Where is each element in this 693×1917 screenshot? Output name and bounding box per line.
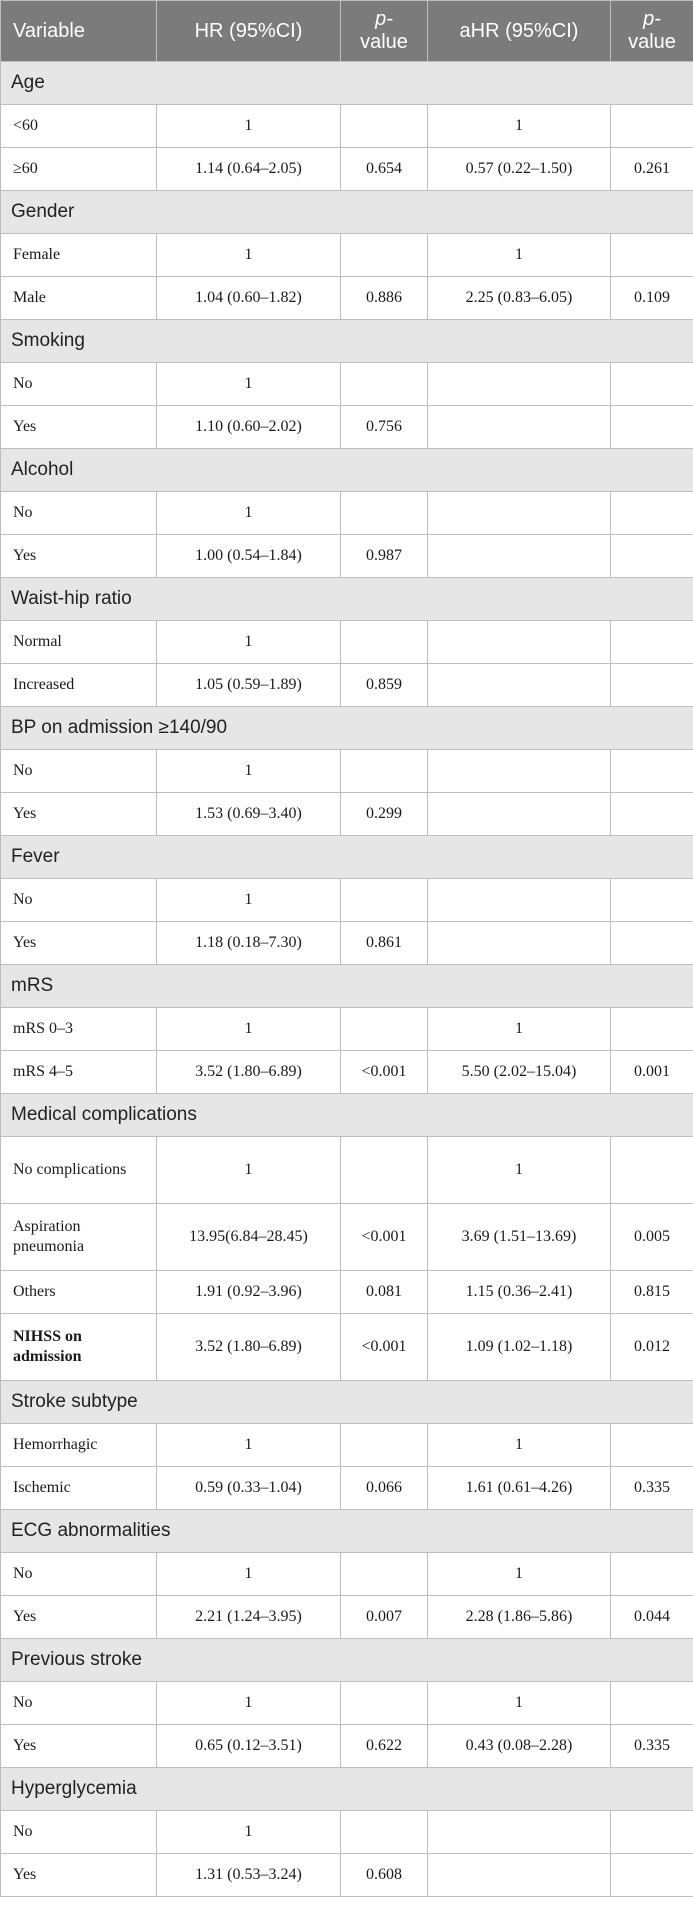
p-value-cell: 0.081 <box>341 1271 428 1314</box>
ahr-cell: 1 <box>428 1424 611 1467</box>
p-value-cell <box>341 1008 428 1051</box>
table-row <box>1 105 693 148</box>
p-value-cell <box>341 234 428 277</box>
ahr-cell: 1.09 (1.02–1.18) <box>428 1314 611 1381</box>
p-value-cell <box>341 492 428 535</box>
table-row <box>1 664 693 707</box>
row-label: Yes <box>1 1725 157 1768</box>
table-row <box>1 148 693 191</box>
hr-cell: 1.04 (0.60–1.82) <box>157 277 341 320</box>
p-value-cell: 0.007 <box>341 1596 428 1639</box>
section-title: Smoking <box>1 320 693 363</box>
table-row <box>1 750 693 793</box>
ahr-cell <box>428 879 611 922</box>
adjusted-p-value-cell <box>611 879 693 922</box>
header-variable: Variable <box>1 1 157 62</box>
hr-cell: 1.31 (0.53–3.24) <box>157 1854 341 1897</box>
ahr-cell: 1 <box>428 105 611 148</box>
section-row <box>1 62 693 105</box>
hr-cell: 1 <box>157 234 341 277</box>
ahr-cell: 1 <box>428 1137 611 1204</box>
ahr-cell: 2.28 (1.86–5.86) <box>428 1596 611 1639</box>
section-row <box>1 836 693 879</box>
adjusted-p-value-cell <box>611 406 693 449</box>
row-label: No <box>1 492 157 535</box>
table-row <box>1 363 693 406</box>
ahr-cell: 1 <box>428 1008 611 1051</box>
adjusted-p-value-cell <box>611 234 693 277</box>
table-row <box>1 492 693 535</box>
adjusted-p-value-cell: 0.335 <box>611 1467 693 1510</box>
table-row <box>1 1204 693 1271</box>
p-value-cell <box>341 1424 428 1467</box>
hr-cell: 1.91 (0.92–3.96) <box>157 1271 341 1314</box>
hr-cell: 1.00 (0.54–1.84) <box>157 535 341 578</box>
hr-cell: 1 <box>157 1424 341 1467</box>
p-value-cell <box>341 1137 428 1204</box>
ahr-cell: 2.25 (0.83–6.05) <box>428 277 611 320</box>
section-title: Age <box>1 62 693 105</box>
row-label: No <box>1 363 157 406</box>
hr-cell: 1 <box>157 1008 341 1051</box>
p-value-cell <box>341 750 428 793</box>
ahr-cell: 1.15 (0.36–2.41) <box>428 1271 611 1314</box>
p-value-cell <box>341 879 428 922</box>
ahr-cell <box>428 922 611 965</box>
row-label: Ischemic <box>1 1467 157 1510</box>
adjusted-p-value-cell <box>611 1424 693 1467</box>
adjusted-p-value-cell: 0.815 <box>611 1271 693 1314</box>
adjusted-p-value-cell <box>611 1854 693 1897</box>
adjusted-p-value-cell <box>611 1811 693 1854</box>
table-row <box>1 406 693 449</box>
row-label: Yes <box>1 1596 157 1639</box>
ahr-cell: 1 <box>428 1553 611 1596</box>
adjusted-p-value-cell: 0.001 <box>611 1051 693 1094</box>
table-row <box>1 621 693 664</box>
adjusted-p-value-cell <box>611 105 693 148</box>
table-row <box>1 1424 693 1467</box>
section-title: Previous stroke <box>1 1639 693 1682</box>
row-label: Yes <box>1 406 157 449</box>
table-row <box>1 1271 693 1314</box>
hr-cell: 1 <box>157 1553 341 1596</box>
table-row <box>1 1553 693 1596</box>
ahr-cell <box>428 492 611 535</box>
row-label: Others <box>1 1271 157 1314</box>
row-label: Increased <box>1 664 157 707</box>
row-label: Male <box>1 277 157 320</box>
row-label: No complications <box>1 1137 157 1204</box>
section-title: BP on admission ≥140/90 <box>1 707 693 750</box>
table-row <box>1 1854 693 1897</box>
table-row <box>1 1725 693 1768</box>
adjusted-p-value-cell: 0.044 <box>611 1596 693 1639</box>
adjusted-p-value-cell <box>611 492 693 535</box>
row-label: No <box>1 1682 157 1725</box>
hr-cell: 1.10 (0.60–2.02) <box>157 406 341 449</box>
p-value-cell: <0.001 <box>341 1204 428 1271</box>
ahr-cell <box>428 793 611 836</box>
ahr-cell: 0.57 (0.22–1.50) <box>428 148 611 191</box>
hr-cell: 1.53 (0.69–3.40) <box>157 793 341 836</box>
adjusted-p-value-cell <box>611 621 693 664</box>
header-p-value <box>341 1 428 62</box>
section-row <box>1 1639 693 1682</box>
section-title: ECG abnormalities <box>1 1510 693 1553</box>
hr-cell: 1 <box>157 1682 341 1725</box>
p-value-cell <box>341 621 428 664</box>
hr-cell: 0.59 (0.33–1.04) <box>157 1467 341 1510</box>
p-value-cell: 0.886 <box>341 277 428 320</box>
hr-cell: 1.05 (0.59–1.89) <box>157 664 341 707</box>
ahr-cell <box>428 1854 611 1897</box>
adjusted-p-value-cell <box>611 750 693 793</box>
hr-cell: 3.52 (1.80–6.89) <box>157 1051 341 1094</box>
row-label: mRS 4–5 <box>1 1051 157 1094</box>
section-row <box>1 1510 693 1553</box>
row-label: Normal <box>1 621 157 664</box>
p-value-cell: 0.987 <box>341 535 428 578</box>
table-row <box>1 1008 693 1051</box>
section-row <box>1 320 693 363</box>
hr-cell: 2.21 (1.24–3.95) <box>157 1596 341 1639</box>
row-label: No <box>1 879 157 922</box>
header-adjusted-p-value-line1: p- <box>643 8 661 30</box>
table-row <box>1 535 693 578</box>
header-p-value-line1: p- <box>375 8 393 30</box>
p-value-cell <box>341 1553 428 1596</box>
section-row <box>1 449 693 492</box>
hr-cell: 13.95(6.84–28.45) <box>157 1204 341 1271</box>
hr-cell: 3.52 (1.80–6.89) <box>157 1314 341 1381</box>
row-label: No <box>1 750 157 793</box>
hr-cell: 1 <box>157 1811 341 1854</box>
adjusted-p-value-cell: 0.005 <box>611 1204 693 1271</box>
row-label: Hemorrhagic <box>1 1424 157 1467</box>
row-label: Yes <box>1 922 157 965</box>
section-title: Stroke subtype <box>1 1381 693 1424</box>
hr-cell: 1 <box>157 750 341 793</box>
adjusted-p-value-cell <box>611 363 693 406</box>
section-row <box>1 965 693 1008</box>
adjusted-p-value-cell <box>611 664 693 707</box>
row-label: No <box>1 1553 157 1596</box>
ahr-cell: 0.43 (0.08–2.28) <box>428 1725 611 1768</box>
section-row <box>1 1094 693 1137</box>
hr-cell: 1 <box>157 105 341 148</box>
section-title: Medical complications <box>1 1094 693 1137</box>
adjusted-p-value-cell <box>611 1137 693 1204</box>
adjusted-p-value-cell: 0.109 <box>611 277 693 320</box>
table-header <box>1 1 693 62</box>
row-label: Yes <box>1 535 157 578</box>
table-row <box>1 879 693 922</box>
adjusted-p-value-cell <box>611 1553 693 1596</box>
ahr-cell: 3.69 (1.51–13.69) <box>428 1204 611 1271</box>
adjusted-p-value-cell: 0.012 <box>611 1314 693 1381</box>
hr-cell: 1 <box>157 492 341 535</box>
table-row <box>1 922 693 965</box>
section-title: Gender <box>1 191 693 234</box>
table-row <box>1 1137 693 1204</box>
p-value-cell <box>341 363 428 406</box>
ahr-cell <box>428 664 611 707</box>
hr-cell: 1 <box>157 621 341 664</box>
section-row <box>1 191 693 234</box>
row-label: ≥60 <box>1 148 157 191</box>
ahr-cell <box>428 621 611 664</box>
header-adjusted-p-value <box>611 1 693 62</box>
adjusted-p-value-cell <box>611 793 693 836</box>
row-label: mRS 0–3 <box>1 1008 157 1051</box>
row-label: Yes <box>1 1854 157 1897</box>
section-title: mRS <box>1 965 693 1008</box>
table-row <box>1 234 693 277</box>
ahr-cell: 1.61 (0.61–4.26) <box>428 1467 611 1510</box>
p-value-cell: 0.299 <box>341 793 428 836</box>
p-value-cell: <0.001 <box>341 1314 428 1381</box>
row-label: NIHSS on admission <box>1 1314 157 1381</box>
adjusted-p-value-cell <box>611 535 693 578</box>
adjusted-p-value-cell <box>611 922 693 965</box>
p-value-cell: 0.654 <box>341 148 428 191</box>
hr-cell: 1 <box>157 879 341 922</box>
header-hr: HR (95%CI) <box>157 1 341 62</box>
ahr-cell: 1 <box>428 234 611 277</box>
p-value-cell: 0.622 <box>341 1725 428 1768</box>
adjusted-p-value-cell <box>611 1682 693 1725</box>
hr-cell: 0.65 (0.12–3.51) <box>157 1725 341 1768</box>
section-row <box>1 707 693 750</box>
table-row <box>1 1051 693 1094</box>
ahr-cell <box>428 535 611 578</box>
table-body <box>1 62 693 1897</box>
table-row <box>1 1596 693 1639</box>
row-label: No <box>1 1811 157 1854</box>
ahr-cell: 5.50 (2.02–15.04) <box>428 1051 611 1094</box>
ahr-cell <box>428 406 611 449</box>
section-row <box>1 1768 693 1811</box>
p-value-cell: 0.066 <box>341 1467 428 1510</box>
p-value-cell <box>341 1811 428 1854</box>
ahr-cell <box>428 363 611 406</box>
header-ahr: aHR (95%CI) <box>428 1 611 62</box>
p-value-cell: 0.608 <box>341 1854 428 1897</box>
ahr-cell <box>428 750 611 793</box>
adjusted-p-value-cell: 0.335 <box>611 1725 693 1768</box>
row-label: Female <box>1 234 157 277</box>
header-p-value-line2: value <box>360 31 408 53</box>
section-title: Fever <box>1 836 693 879</box>
table-row <box>1 1314 693 1381</box>
section-title: Alcohol <box>1 449 693 492</box>
p-value-cell: 0.859 <box>341 664 428 707</box>
section-row <box>1 578 693 621</box>
table-row <box>1 1467 693 1510</box>
p-value-cell: <0.001 <box>341 1051 428 1094</box>
section-title: Hyperglycemia <box>1 1768 693 1811</box>
table-row <box>1 793 693 836</box>
row-label: <60 <box>1 105 157 148</box>
table-row <box>1 1811 693 1854</box>
adjusted-p-value-cell: 0.261 <box>611 148 693 191</box>
hr-cell: 1.18 (0.18–7.30) <box>157 922 341 965</box>
hr-cell: 1 <box>157 363 341 406</box>
table-row <box>1 277 693 320</box>
row-label: Yes <box>1 793 157 836</box>
hr-cell: 1.14 (0.64–2.05) <box>157 148 341 191</box>
p-value-cell <box>341 1682 428 1725</box>
section-row <box>1 1381 693 1424</box>
p-value-cell: 0.756 <box>341 406 428 449</box>
p-value-cell: 0.861 <box>341 922 428 965</box>
row-label: Aspiration pneumonia <box>1 1204 157 1271</box>
section-title: Waist-hip ratio <box>1 578 693 621</box>
adjusted-p-value-cell <box>611 1008 693 1051</box>
hr-cell: 1 <box>157 1137 341 1204</box>
header-adjusted-p-value-line2: value <box>628 31 676 53</box>
p-value-cell <box>341 105 428 148</box>
ahr-cell <box>428 1811 611 1854</box>
table-row <box>1 1682 693 1725</box>
ahr-cell: 1 <box>428 1682 611 1725</box>
